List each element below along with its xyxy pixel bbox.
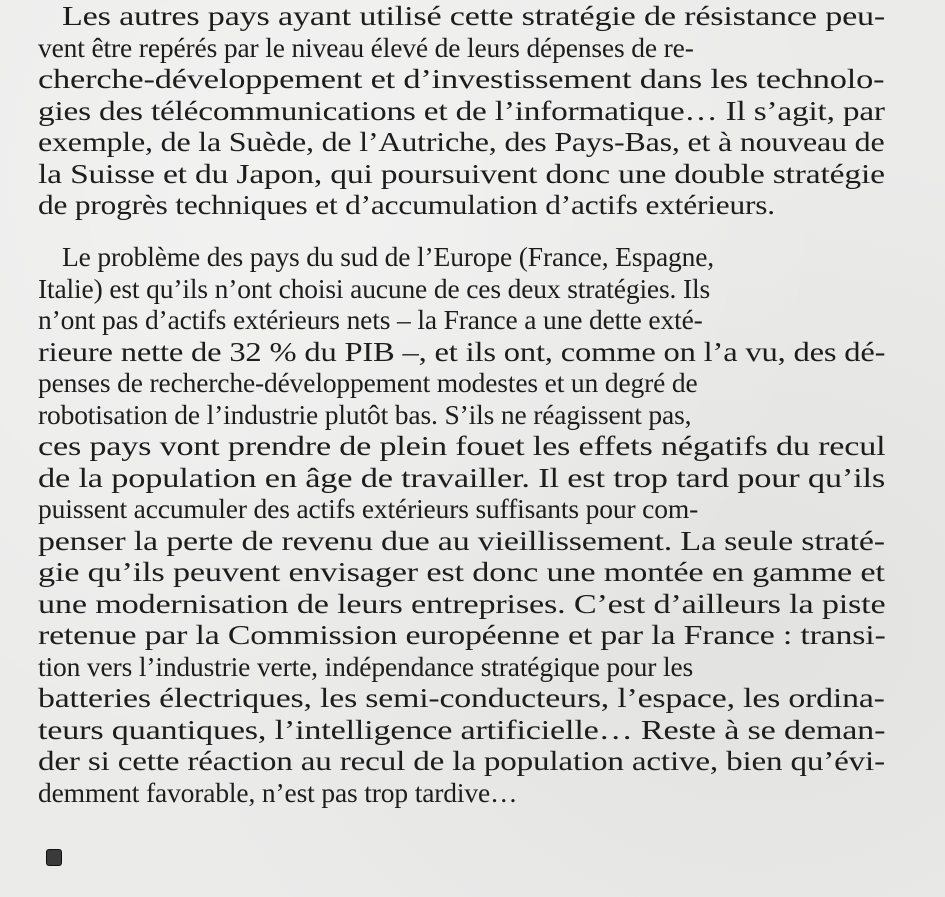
text-line-last (38, 840, 62, 872)
text-line: demment favorable, n’est pas trop tardive… (38, 776, 518, 808)
text-line: retenue par la Commission européenne et par la France : transi- (38, 619, 886, 650)
text-line: batteries électriques, les semi-conducteurs, l’espace, les ordina- (38, 682, 885, 713)
text-line: penses de recherche-développement modestes et un degré de (38, 367, 698, 398)
text-line: ces pays vont prendre de plein fouet les effets négatifs du recul (38, 430, 886, 461)
text-line: puissent accumuler des actifs extérieurs suffisants pour com- (38, 493, 699, 524)
text-line: der si cette réaction au recul de la population active, bien qu’évi- (38, 745, 885, 776)
text-line: une modernisation de leurs entreprises. C’est d’ailleurs la piste (38, 587, 886, 619)
text-line: exemple, de la Suède, de l’Autriche, des Pays-Bas, et à nouveau de (38, 126, 885, 157)
text-line: la Suisse et du Japon, qui poursuivent donc une double stratégie (38, 157, 885, 189)
text-line: Les autres pays ayant utilisé cette stratégie de résistance peu- (62, 0, 886, 31)
text-line: de progrès techniques et d’accumulation d’actifs extérieurs. (38, 189, 775, 220)
end-of-article-square-icon (46, 849, 62, 866)
text-line: vent être repérés par le niveau élevé de leurs dépenses de re- (38, 31, 694, 63)
text-line: cherche-développement et d’investissement dans les technolo- (38, 63, 885, 94)
text-line: gie qu’ils peuvent envisager est donc une montée en gamme et (38, 556, 885, 587)
text-line: de la population en âge de travailler. Il est trop tard pour qu’ils (38, 461, 886, 493)
text-line: robotisation de l’industrie plutôt bas. S’ils ne réagissent pas, (38, 398, 692, 430)
text-line: n’ont pas d’actifs extérieurs nets – la France a une dette exté- (38, 304, 703, 335)
text-line: teurs quantiques, l’intelligence artificielle… Reste à se deman- (38, 713, 886, 745)
text-line: Italie) est qu’ils n’ont choisi aucune de ces deux stratégies. Ils (38, 272, 711, 304)
text-line: tion vers l’industrie verte, indépendance stratégique pour les (38, 650, 694, 682)
text-line: Le problème des pays du sud de l’Europe (France, Espagne, (62, 241, 715, 272)
text-line: gies des télécommunications et de l’informatique… Il s’agit, par (38, 94, 885, 126)
text-line: penser la perte de revenu due au vieillissement. La seule straté- (38, 524, 885, 556)
text-line: rieure nette de 32 % du PIB –, et ils ont, comme on l’a vu, des dé- (38, 335, 886, 367)
